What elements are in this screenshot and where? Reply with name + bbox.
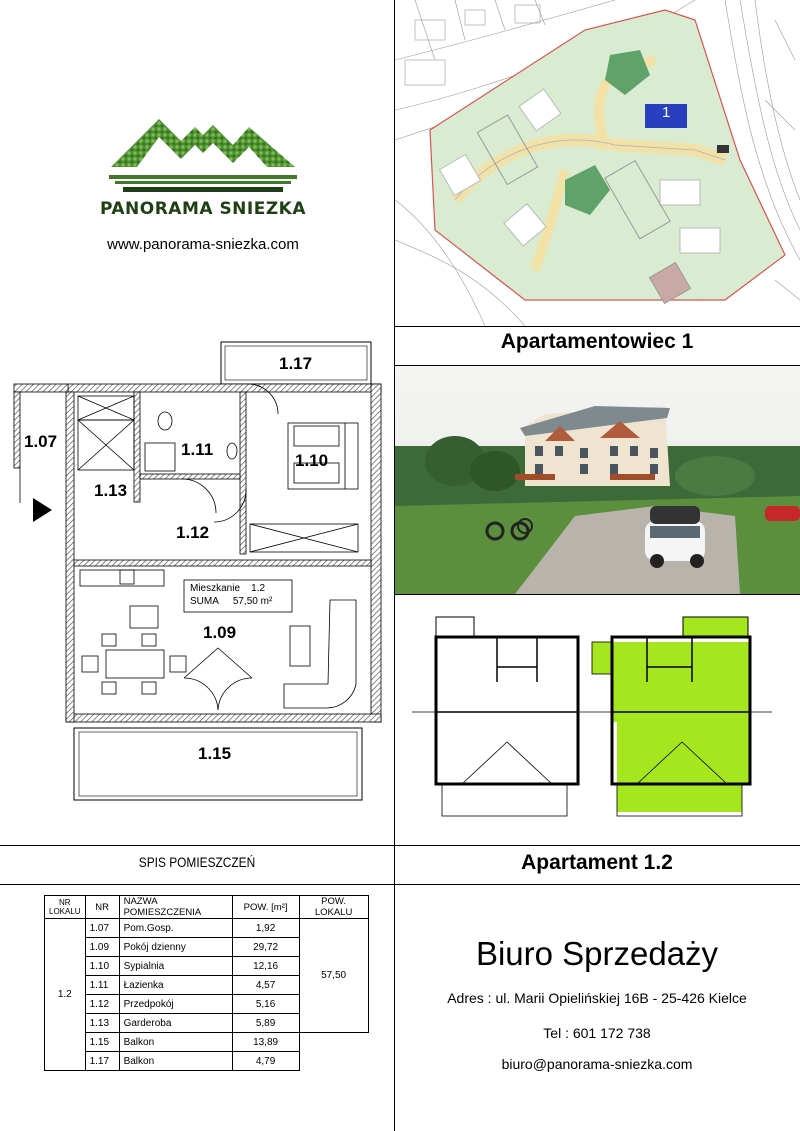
info-label: Mieszkanie: [190, 583, 241, 594]
cell-total: 57,50: [299, 919, 368, 1033]
cell-nr: 1.09: [85, 938, 119, 957]
cell-name: Sypialnia: [119, 957, 232, 976]
header-area: POW. [m²]: [232, 896, 299, 919]
sales-office-phone[interactable]: Tel : 601 172 738: [543, 1025, 651, 1041]
divider: [394, 326, 800, 327]
apartment-title: Apartament 1.2: [521, 851, 673, 874]
cell-name: Łazienka: [119, 976, 232, 995]
sales-office-address: Adres : ul. Marii Opielińskiej 16B - 25-426 Kielce: [447, 990, 747, 1006]
rooms-section-title: SPIS POMIESZCZEŃ: [138, 854, 256, 870]
room-label-107: 1.07: [24, 432, 58, 451]
table-row: [45, 1052, 369, 1071]
cell-nr: 1.07: [85, 919, 119, 938]
site-map: [395, 0, 800, 326]
cell-nr: 1.15: [85, 1033, 119, 1052]
website-link[interactable]: www.panorama-sniezka.com: [107, 236, 299, 253]
sum-label: SUMA: [190, 596, 219, 607]
map-marker-label: 1: [662, 104, 671, 121]
room-label-111: 1.11: [181, 440, 214, 459]
info-number: 1.2: [251, 583, 266, 594]
empty-cell: [299, 1052, 368, 1071]
header-lokal: NR LOKALU: [45, 896, 86, 919]
cell-area: 13,89: [232, 1033, 299, 1052]
cell-nr: 1.11: [85, 976, 119, 995]
cell-area: 1,92: [232, 919, 299, 938]
table-header-row: [45, 896, 369, 919]
floor-plan: [0, 338, 394, 808]
cell-name: Pokój dzienny: [119, 938, 232, 957]
info-box: [190, 582, 290, 608]
cell-name: Balkon: [119, 1052, 232, 1071]
header-name: NAZWA POMIESZCZENIA: [119, 896, 232, 919]
logo: [97, 67, 309, 277]
mountain-logo-icon: [97, 67, 309, 217]
empty-cell: [299, 1033, 368, 1052]
rooms-table: [44, 895, 369, 1071]
room-label-112: 1.12: [176, 523, 210, 542]
sales-office-email[interactable]: biuro@panorama-sniezka.com: [501, 1056, 693, 1072]
key-plan: [412, 612, 782, 827]
header-nr: NR: [85, 896, 119, 919]
room-label-110: 1.10: [295, 451, 329, 470]
cell-nr: 1.13: [85, 1014, 119, 1033]
table-row: [45, 1033, 369, 1052]
cell-name: Przedpokój: [119, 995, 232, 1014]
cell-name: Pom.Gosp.: [119, 919, 232, 938]
cell-lokal: 1.2: [45, 919, 86, 1071]
table-row: [45, 919, 369, 938]
building-title: Apartamentowiec 1: [500, 330, 694, 353]
header-total: POW. LOKALU: [299, 896, 368, 919]
cell-nr: 1.10: [85, 957, 119, 976]
cell-area: 5,89: [232, 1014, 299, 1033]
cell-area: 29,72: [232, 938, 299, 957]
cell-area: 5,16: [232, 995, 299, 1014]
cell-area: 4,57: [232, 976, 299, 995]
divider: [0, 884, 800, 885]
room-label-113: 1.13: [94, 481, 128, 500]
room-label-115: 1.15: [198, 744, 232, 763]
cell-nr: 1.12: [85, 995, 119, 1014]
cell-name: Balkon: [119, 1033, 232, 1052]
building-render: [395, 366, 800, 594]
cell-name: Garderoba: [119, 1014, 232, 1033]
room-label-117: 1.17: [279, 354, 313, 373]
divider: [0, 845, 800, 846]
room-label-109: 1.09: [203, 623, 237, 642]
cell-area: 12,16: [232, 957, 299, 976]
cell-area: 4,79: [232, 1052, 299, 1071]
brand-name: PANORAMA SNIEZKA: [99, 199, 307, 219]
divider: [394, 594, 800, 595]
cell-nr: 1.17: [85, 1052, 119, 1071]
sales-office-title: Biuro Sprzedaży: [475, 935, 719, 972]
sum-value: 57,50 m²: [232, 596, 273, 607]
